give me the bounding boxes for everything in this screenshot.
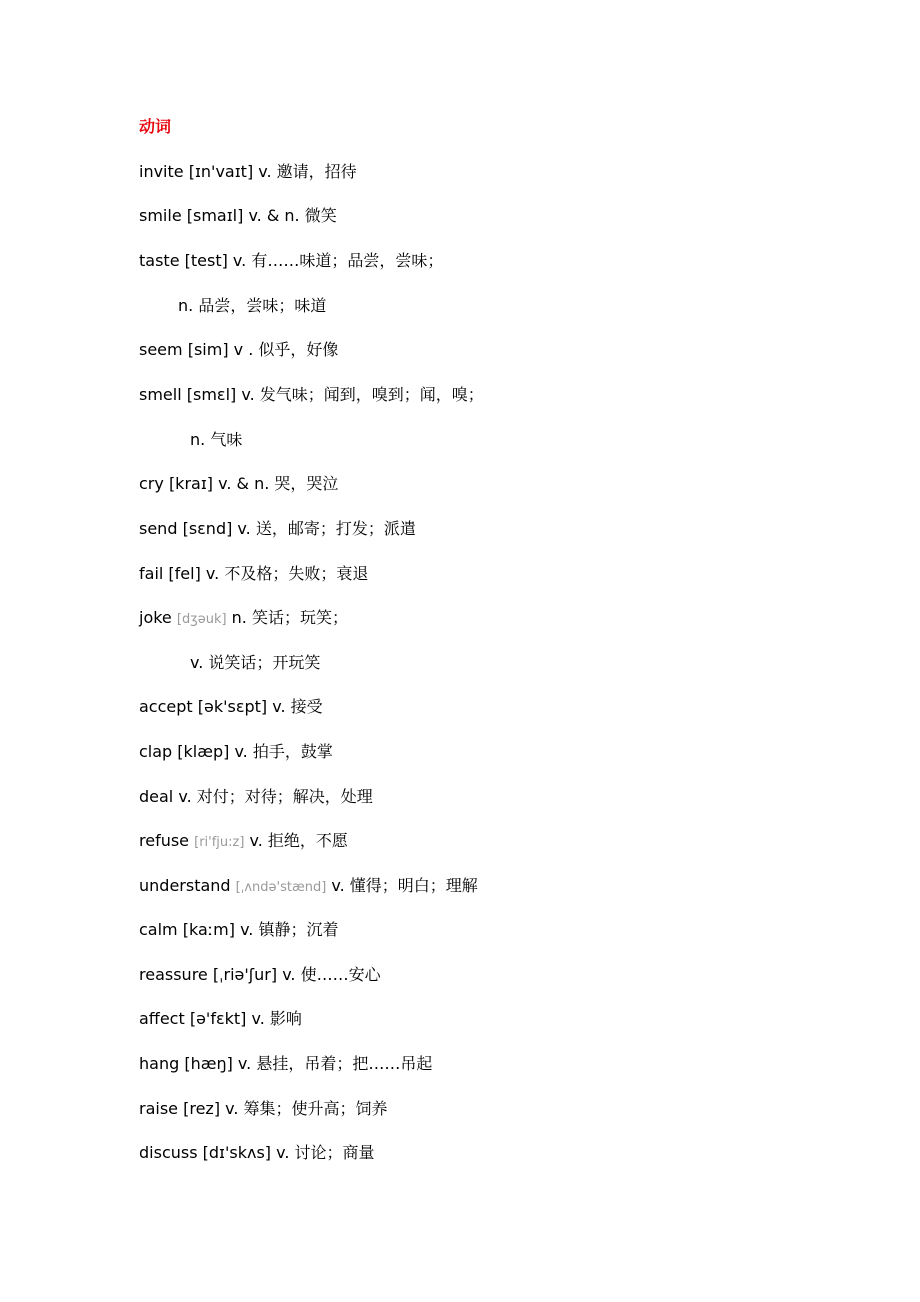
entry-phonetic: [sim]	[187, 340, 229, 359]
entry-seem	[139, 339, 338, 361]
entry-cry	[139, 473, 338, 495]
entry-phonetic: [test]	[184, 251, 228, 270]
entry-phonetic: [hæŋ]	[184, 1054, 233, 1073]
entry-taste	[139, 250, 443, 272]
entry-word: clap	[139, 742, 173, 761]
entry-invite	[139, 161, 357, 183]
entry-definition: v. 拍手，鼓掌	[229, 742, 333, 761]
entry-word: cry	[139, 474, 164, 493]
entry-definition: v. 使……安心	[277, 965, 381, 984]
entry-word: send	[139, 519, 178, 538]
entry-definition: v. 悬挂，吊着；把……吊起	[232, 1054, 433, 1073]
entry-phonetic: [sɛnd]	[182, 519, 233, 538]
entry-smile	[139, 205, 337, 227]
entry-phonetic: [dɪ'skʌs]	[202, 1143, 272, 1162]
entry-word: refuse	[139, 831, 190, 850]
entry-definition: n. 笑话；玩笑；	[226, 608, 348, 627]
entry-phonetic: [kaːm]	[182, 920, 235, 939]
entry-word: seem	[139, 340, 183, 359]
entry-definition: v. 镇静；沉着	[234, 920, 339, 939]
entry-smell	[139, 384, 484, 406]
entry-definition: v. 懂得；明白；理解	[326, 876, 478, 895]
entry-joke	[139, 607, 348, 631]
section-heading-verbs: 动词	[139, 117, 172, 136]
entry-word: discuss	[139, 1143, 198, 1162]
entry-affect	[139, 1008, 302, 1030]
entry-definition: v. & n. 哭，哭泣	[213, 474, 339, 493]
entry-word: raise	[139, 1099, 179, 1118]
entry-hang	[139, 1053, 432, 1075]
entry-definition: v. 拒绝，不愿	[244, 831, 348, 850]
entry-deal	[139, 786, 373, 808]
entry-discuss	[139, 1142, 375, 1164]
entry-word: smell	[139, 385, 182, 404]
entry-definition: v. 对付；对待；解决，处理	[178, 787, 373, 806]
entry-word: invite	[139, 162, 184, 181]
entry-phonetic: [ˌʌndə'stænd]	[235, 880, 327, 895]
entry-understand	[139, 875, 478, 899]
entry-taste-noun: n. 品尝，尝味；味道	[178, 296, 327, 315]
entry-phonetic: [kraɪ]	[168, 474, 214, 493]
entry-calm	[139, 919, 338, 941]
entry-word: reassure	[139, 965, 208, 984]
entry-word: taste	[139, 251, 180, 270]
entry-phonetic: [fel]	[168, 564, 201, 583]
entry-definition: v. & n. 微笑	[243, 206, 337, 225]
entry-word: understand	[139, 876, 231, 895]
entry-definition: v. 送，邮寄；打发；派遣	[232, 519, 416, 538]
entry-word: affect	[139, 1009, 185, 1028]
entry-word: fail	[139, 564, 164, 583]
entry-word: deal	[139, 787, 174, 806]
entry-definition: v. 发气味；闻到，嗅到；闻，嗅；	[236, 385, 484, 404]
entry-word: hang	[139, 1054, 180, 1073]
entry-definition: v. 筹集；使升高；饲养	[220, 1099, 388, 1118]
entry-phonetic: [ri'fju:z]	[194, 835, 245, 850]
entry-definition: v. 讨论；商量	[271, 1143, 375, 1162]
entry-refuse	[139, 830, 348, 854]
entry-fail	[139, 563, 368, 585]
entry-phonetic: [ɪn'vaɪt]	[188, 162, 254, 181]
entry-reassure	[139, 964, 381, 986]
entry-phonetic: [ə'fɛkt]	[189, 1009, 247, 1028]
entry-phonetic: [ək'sɛpt]	[197, 697, 268, 716]
entry-word: accept	[139, 697, 193, 716]
entry-phonetic: [ˌriə'ʃur]	[212, 965, 278, 984]
entry-definition: v. 邀请，招待	[253, 162, 357, 181]
entry-word: smile	[139, 206, 182, 225]
entry-joke-verb: v. 说笑话；开玩笑	[190, 653, 321, 672]
entry-phonetic: [dʒəuk]	[176, 612, 227, 627]
entry-definition: v. 接受	[267, 697, 323, 716]
entry-phonetic: [smaɪl]	[186, 206, 244, 225]
entry-definition: v . 似乎，好像	[228, 340, 339, 359]
entry-accept	[139, 696, 323, 718]
entry-definition: v. 有……味道；品尝，尝味；	[227, 251, 444, 270]
entry-definition: v. 不及格；失败；衰退	[200, 564, 369, 583]
entry-clap	[139, 741, 333, 763]
entry-phonetic: [klæp]	[177, 742, 230, 761]
entry-raise	[139, 1098, 388, 1120]
entry-word: joke	[139, 608, 172, 627]
entry-phonetic: [rez]	[183, 1099, 221, 1118]
entry-phonetic: [smɛl]	[186, 385, 237, 404]
entry-word: calm	[139, 920, 178, 939]
entry-smell-noun: n. 气味	[190, 430, 243, 449]
entry-send	[139, 518, 416, 540]
entry-definition: v. 影响	[246, 1009, 302, 1028]
